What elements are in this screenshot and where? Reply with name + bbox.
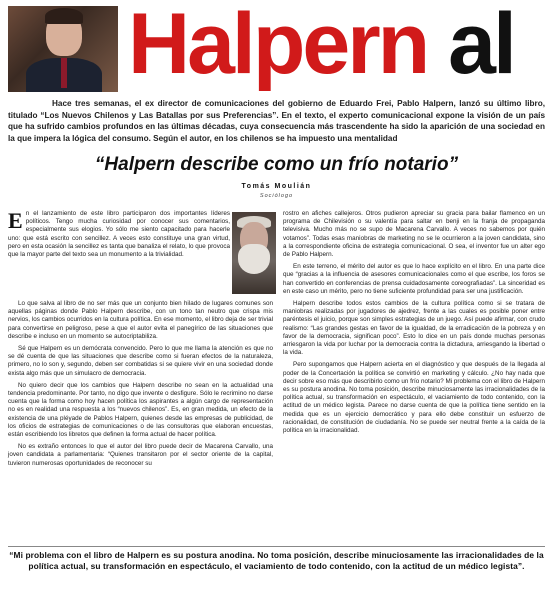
paragraph: En este terreno, el mérito del autor es que lo hace explícito en el libro. En una parte dice que “gracias a la influencia de asesores comunicacionales como el que escribe, los foros se han convertido en conferencias de prensa cuidadosamente coreografiadas”. La sinceridad es en este caso un mérito, pero no tiene suficiente profundidad para ser una justificación. (283, 263, 545, 295)
author-role: Sociólogo (259, 193, 294, 199)
paragraph: Sé que Halpern es un demócrata convencido. Pero lo que me llama la atención es que no se dé cuenta de que las situaciones que describe como si fueran efectos de la naturaleza, primero, no lo son y, segundo, deben ser combatidas si se quiere vivir en una sociedad donde exista algo más que un simulacro de democracia. (8, 345, 273, 377)
headline (128, 0, 553, 94)
paragraph: No es extraño entonces lo que el autor del libro puede decir de Macarena Carvallo, una joven candidata a parlamentaria: “Quienes transitaron por el sector oriente de la capital, tuvieron numerosas oportunidades de reconocer su (8, 443, 273, 467)
portrait-photo-moulian (232, 212, 276, 294)
photo-hair-shape (45, 8, 83, 24)
lead-text: n el lanzamiento de este libro participaron dos importantes líderes políticos. Tengo mucha curiosidad por conocer sus comentarios, especialmente sus elogios. Yo sólo me siento capacitado para hacerle uno: que está escrito con sencillez. A veces esto constituye una gran virtud, pero en esta ocasión la sencillez es tanta que banaliza el relato, lo que provoca que la mayor parte del texto sea un monumento a la trivialidad. (8, 210, 230, 259)
paragraph: Pero supongamos que Halpern acierta en el diagnóstico y que después de la llegada al poder de la Concertación la política se convirtió en marketing y cálculo. ¿No hay nada que decir sobre eso más que describirlo como un frío notario? Mi problema con el libro de Halpern es su postura anodina. No toma posición, describe minuciosamente las irracionalidades de la política actual, su transformación en espectáculo, el vaciamiento de todo contenido, con la actitud de un médico legista. Parece no darse cuenta de que la política tiene sentido en la medida que es un ejercicio democrático y para ello debe constituir un esfuerzo de racionalidad, de constitución de ciudadanía. No se puede ser neutral frente a la caída de la política en la irracionalidad. (283, 361, 545, 435)
pullquote-rule-top (8, 546, 545, 547)
column-right (283, 210, 545, 439)
column-left-top (8, 210, 230, 263)
photo-beard-shape (238, 244, 270, 274)
portrait-photo-halpern (8, 6, 118, 92)
pullquote: “Mi problema con el libro de Halpern es su postura anodina. No toma posición, describe minuciosamente las irracionalidades de la política actual, su transformación en espectáculo, el vaciamiento de todo contenido, con la actitud de un médico legista”. (9, 550, 544, 571)
paragraph-lead (8, 210, 230, 259)
headline-red-word: Halpern (128, 0, 428, 92)
paragraph: Halpern describe todos estos cambios de la cultura política como si se tratara de maniobras realizadas por jugadores de ajedrez, frente a las cuales es posible poner entre paréntesis el juicio, porque son simples estrategias de un juego. Así puede afirmar, con crudo realismo: “Las grandes gestas en favor de la igualdad, de la erradicación de la pobreza y en favor de la democracia, significan poco”. Esto lo dice en un país donde muchas personas arriesgaron la vida por luchar por la democracia contra la dictadura, arriesgando la libertad o la vida. (283, 300, 545, 357)
paragraph: rostro en afiches callejeros. Otros pudieron apreciar su gracia para bailar flamenco en un programa de Chilevisión o su valentía para saltar en benji en la franja de propaganda televisiva. Mucho más no se supo de Macarena Carvallo. A veces no sabemos por quién votamos”. Todas esas maniobras de marketing no se le ocurrieron a la joven candidata, sino a la correspondiente oficina de estrategia comunicacional. O sea, el inventor fue un alter ego de Pablo Halpern. (283, 210, 545, 259)
photo-tie-shape (61, 58, 67, 88)
drop-cap: E (8, 208, 23, 233)
article-subhead: “Halpern describe como un frío notario” (94, 154, 459, 175)
author-name: Tomás Moulián (241, 183, 312, 190)
paragraph: No quiero decir que los cambios que Halpern describe no sean en la actualidad una tendencia predominante. Por tanto, no digo que invente o desfigure. Sólo le recrimino no darse cuenta que la forma como hoy hacen política los aspirantes a algún cargo de representación no es en realidad una respuesta a los “nuevos chilenos”. Es, en gran medida, un efecto de la existencia de una pléyade de Pablos Halpern, quienes desde las empresas de publicidad, de los oficios de estrategias de comunicaciones o de las consultoras que elaboran encuestas, están escribiendo los libretos que definen la forma actual de hacer política. (8, 381, 273, 439)
intro-paragraph: Hace tres semanas, el ex director de comunicaciones del gobierno de Eduardo Frei, Pablo Halpern, lanzó su último libro, titulado “Los Nuevos Chilenos y Las Batallas por sus Preferencias”. En el texto, el experto comunicacional expone la visión de un país que ha sufrido cambios profundos en las últimas décadas, cuya consecuencia más trascendente ha sido la aparición de una sociedad en la que impera la lógica del consumo. Según el autor, en los chilenos se ha impuesto una mentalidad (8, 99, 545, 143)
column-left (8, 300, 273, 472)
headline-black-word: al (448, 0, 514, 92)
paragraph: Lo que salva al libro de no ser más que un conjunto bien hilado de lugares comunes son aquellas páginas donde Pablo Halpern describe, con un tono tan neutro que crispa mis nervios, los cambios ocurridos en la cultura política. En ese momento, el libro deja de ser trivial para convertirse en peligroso, pese a que el autor evita el panegírico de las situaciones que describe e incluso en un momento se autocriptabiliza. (8, 300, 273, 340)
